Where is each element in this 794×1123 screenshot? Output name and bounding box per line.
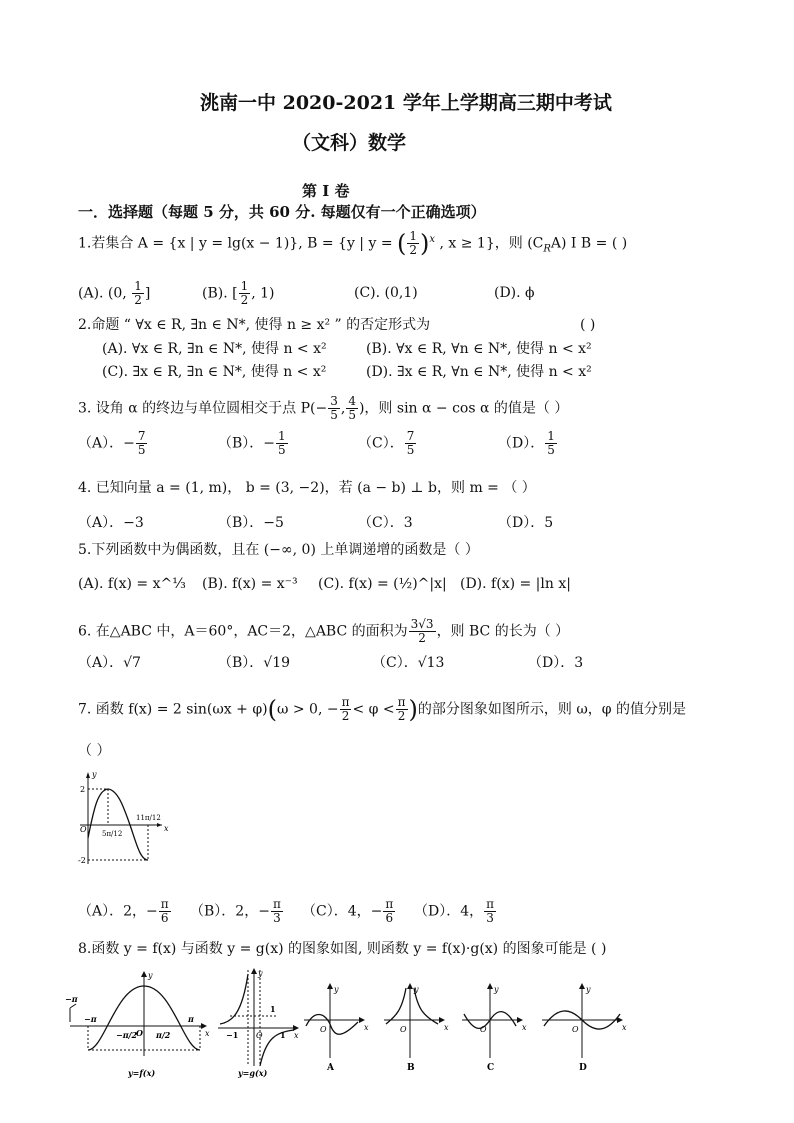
svg-text:O: O	[256, 1031, 263, 1040]
svg-text:x: x	[522, 1023, 527, 1032]
q3-option-b[interactable]: （B）．− $\frac{1}{5}$	[218, 429, 286, 457]
choice-c-label: C	[487, 1063, 495, 1073]
q6-option-a[interactable]: （A）．√7	[78, 655, 141, 671]
q3-option-d[interactable]: （D）． $\frac{1}{5}$	[498, 429, 555, 457]
svg-text:−π: −π	[84, 1014, 97, 1024]
q2-answer-paren: ( )	[580, 317, 596, 333]
choice-b-label: B	[407, 1063, 415, 1073]
choice-d-label: D	[579, 1063, 587, 1073]
q8-choice-a-graph[interactable]	[302, 980, 372, 1076]
svg-text:x: x	[164, 824, 169, 833]
q2-option-a[interactable]: (A). ∀x ∈ R, ∃n ∈ N*, 使得 n < x²	[102, 341, 327, 357]
svg-text:x: x	[444, 1023, 449, 1032]
svg-text:O: O	[400, 1025, 407, 1034]
q1-stem-c: A) I B = ( )	[550, 235, 628, 252]
svg-text:5π/12: 5π/12	[102, 830, 123, 838]
question-1: 1.若集合 A = {x | y = lg(x − 1)}, B = {y | y = ( $\frac{1}{2}$ )$^x$ , x ≥ 1}，则 $(C_RA)$ I B = ( )	[78, 229, 628, 258]
svg-text:π: π	[188, 1014, 194, 1024]
q8-choice-d-graph[interactable]	[540, 980, 630, 1076]
q7-option-b[interactable]: （B）．2，− $\frac{\pi}{3}$	[190, 897, 281, 925]
question-8: 8.函数 y = f(x) 与函数 y = g(x) 的图象如图, 则函数 y = f(x)·g(x) 的图象可能是 ( )	[78, 941, 607, 957]
svg-text:y: y	[494, 985, 499, 994]
svg-text:O: O	[320, 1025, 327, 1034]
svg-text:11π/12: 11π/12	[136, 814, 161, 822]
q1-option-d[interactable]: (D). ϕ	[494, 285, 535, 301]
question-3: 3. 设角 α 的终边与单位圆相交于点 P(− $\frac{3}{5}$ , $\frac{4}{5}$ )，则 sin α − cos α 的值是（ ）	[78, 394, 569, 422]
q1-stem-b: , x ≥ 1}，则 (C	[439, 235, 544, 252]
q8-graph-f	[64, 966, 212, 1082]
svg-text:y: y	[414, 985, 419, 994]
section-heading: 一．选择题（每题 5 分，共 60 分. 每题仅有一个正确选项）	[78, 203, 486, 221]
svg-text:2: 2	[80, 785, 86, 794]
choice-a-label: A	[327, 1063, 334, 1073]
q7-sine-graph	[78, 768, 170, 866]
q6-option-c[interactable]: （C）．√13	[372, 655, 445, 671]
question-2: 2.命题 “ ∀x ∈ R, ∃n ∈ N*, 使得 n ≥ x² ” 的否定形式为	[78, 317, 431, 333]
question-6: 6. 在△ABC 中，A＝60°，AC＝2，△ABC 的面积为 $\frac{3√3}{2}$ ，则 BC 的长为（ ）	[78, 617, 570, 645]
q2-option-b[interactable]: (B). ∀x ∈ R, ∀n ∈ N*, 使得 n < x²	[366, 341, 592, 357]
q5-option-c[interactable]: (C). f(x) = (½)^|x|	[318, 576, 447, 592]
q8-choice-c-graph[interactable]	[460, 980, 530, 1076]
svg-text:y: y	[148, 971, 153, 980]
q4-option-d[interactable]: （D）．5	[498, 515, 554, 531]
svg-text:O: O	[572, 1025, 579, 1034]
svg-text:x: x	[364, 1023, 369, 1032]
svg-text:x: x	[205, 1029, 210, 1038]
svg-text:−π: −π	[65, 994, 78, 1004]
volume-label: 第 I 卷	[302, 182, 350, 200]
q1-option-a[interactable]: (A). (0, $\frac{1}{2}$ ]	[78, 279, 151, 307]
question-4: 4. 已知向量 a = (1, m)， b = (3, −2)，若 (a − b) ⊥ b，则 m = （ ）	[78, 480, 536, 496]
q1-stem-a: 1.若集合 A = {x | y = lg(x − 1)}, B = {y | y =	[78, 235, 398, 252]
svg-text:x: x	[294, 1031, 299, 1040]
svg-text:y=g(x): y=g(x)	[238, 1068, 268, 1078]
svg-text:O: O	[80, 825, 87, 834]
question-7: 7. 函数 f(x) = 2 sin(ωx + φ)(ω > 0, − $\frac{\pi}{2}$ < φ < $\frac{\pi}{2}$ )的部分图象如图所示，则 ω，φ 的值分别是	[78, 695, 687, 724]
page-title: 洮南一中 2020-2021 学年上学期高三期中考试	[200, 92, 612, 114]
svg-text:1: 1	[280, 1030, 286, 1040]
q2-option-d[interactable]: (D). ∃x ∈ R, ∀n ∈ N*, 使得 n < x²	[366, 364, 592, 380]
q7-option-c[interactable]: （C）．4，− $\frac{\pi}{6}$	[302, 897, 394, 925]
q6-option-b[interactable]: （B）．√19	[218, 655, 291, 671]
q3-option-c[interactable]: （C）． $\frac{7}{5}$	[358, 429, 415, 457]
svg-text:y=f(x): y=f(x)	[128, 1068, 156, 1078]
svg-text:-2: -2	[78, 856, 86, 865]
q6-option-d[interactable]: （D）．3	[528, 655, 584, 671]
page-subtitle: （文科）数学	[292, 132, 407, 154]
q8-choice-b-graph[interactable]	[382, 980, 452, 1076]
svg-text:y: y	[258, 969, 263, 978]
q4-option-c[interactable]: （C）．3	[358, 515, 413, 531]
svg-text:x: x	[622, 1023, 627, 1032]
q4-option-a[interactable]: （A）．−3	[78, 515, 144, 531]
q7-option-a[interactable]: （A）．2，− $\frac{\pi}{6}$	[78, 897, 169, 925]
q7-answer-paren: （ ）	[78, 743, 111, 759]
q5-option-b[interactable]: (B). f(x) = x⁻³	[202, 576, 298, 592]
svg-text:π/2: π/2	[156, 1030, 171, 1040]
q1-option-c[interactable]: (C). (0,1)	[354, 285, 418, 301]
q1-fraction: $\frac{1}{2}$	[409, 229, 418, 257]
svg-text:−π/2: −π/2	[116, 1030, 138, 1040]
q1-option-b[interactable]: (B). [ $\frac{1}{2}$ , 1)	[202, 279, 275, 307]
q7-option-d[interactable]: （D）．4， $\frac{\pi}{3}$	[414, 897, 495, 925]
q2-option-c[interactable]: (C). ∃x ∈ R, ∃n ∈ N*, 使得 n < x²	[102, 364, 327, 380]
q5-option-d[interactable]: (D). f(x) = |ln x|	[460, 576, 571, 592]
svg-text:O: O	[480, 1025, 487, 1034]
svg-text:y: y	[586, 985, 591, 994]
q8-graph-g	[214, 966, 302, 1082]
svg-text:1: 1	[270, 1004, 276, 1014]
q3-option-a[interactable]: （A）．− $\frac{7}{5}$	[78, 429, 146, 457]
svg-text:y: y	[92, 770, 97, 779]
q5-option-a[interactable]: (A). f(x) = x^⅓	[78, 576, 186, 592]
question-5: 5.下列函数中为偶函数，且在 (−∞, 0) 上单调递增的函数是（ ）	[78, 542, 479, 558]
svg-text:−1: −1	[226, 1030, 239, 1040]
q4-option-b[interactable]: （B）．−5	[218, 515, 284, 531]
svg-text:y: y	[334, 985, 339, 994]
svg-text:O: O	[136, 1028, 143, 1038]
